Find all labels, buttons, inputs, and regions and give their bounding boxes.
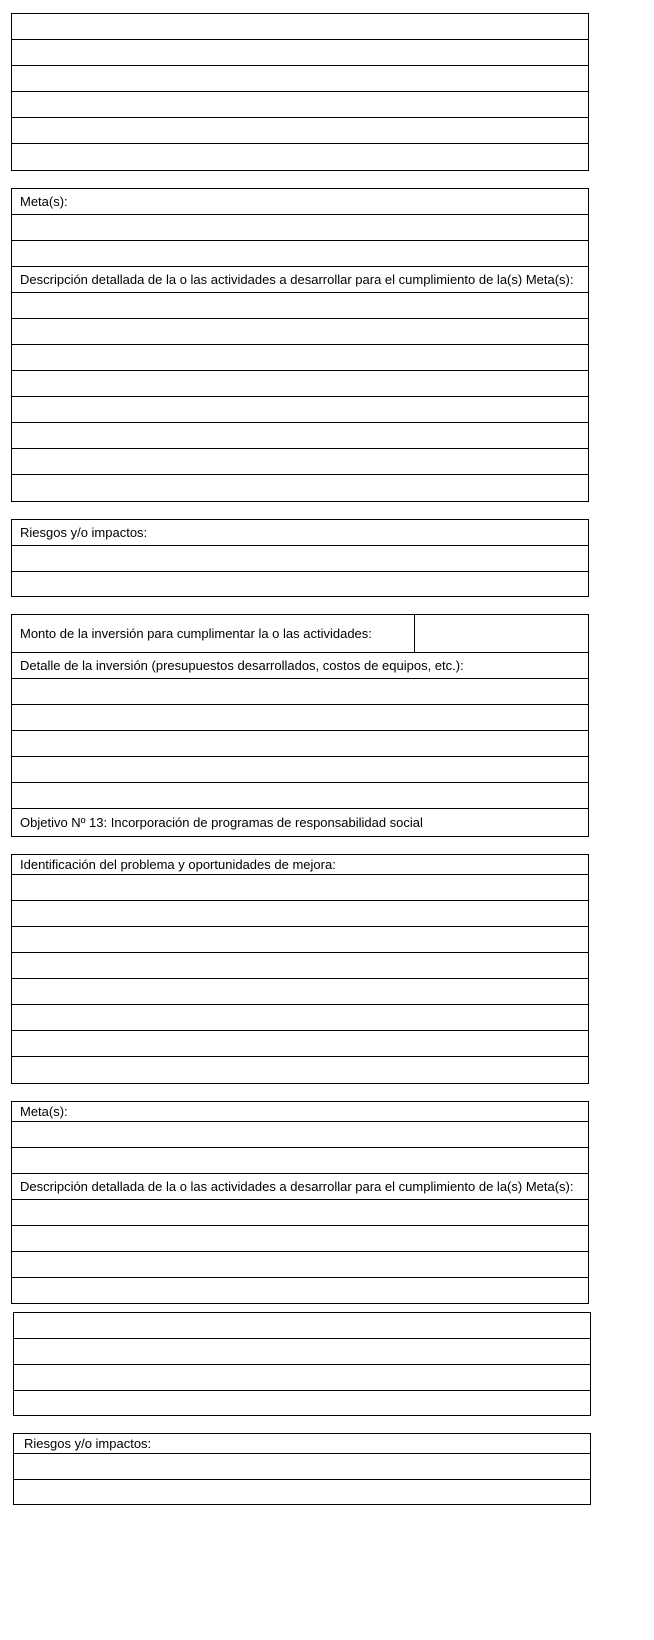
identificacion-label-row [12,855,588,875]
blank-row[interactable] [12,731,588,757]
blank-row[interactable] [12,705,588,731]
monto-label: Monto de la inversión para cumplimentar la o las actividades: [20,626,372,641]
blank-row[interactable] [14,1480,590,1506]
riesgos-label-row [12,520,588,546]
riesgos-label: Riesgos y/o impactos: [20,525,148,540]
metas-label: Meta(s): [20,194,68,209]
monto-value-cell[interactable] [415,615,588,652]
blank-row[interactable] [12,953,588,979]
blank-row[interactable] [12,1226,588,1252]
descripcion-label-row [12,267,588,293]
blank-row[interactable] [12,1005,588,1031]
blank-row[interactable] [12,1057,588,1083]
blank-row[interactable] [12,14,588,40]
inversion-section [11,614,589,837]
blank-row[interactable] [12,1122,588,1148]
objetivo-label: Objetivo Nº 13: Incorporación de programas de responsabilidad social [20,814,423,830]
blank-row[interactable] [12,1252,588,1278]
riesgos-label: Riesgos y/o impactos: [24,1436,152,1451]
blank-row[interactable] [12,901,588,927]
blank-row[interactable] [12,319,588,345]
blank-row[interactable] [14,1391,590,1417]
blank-row[interactable] [12,118,588,144]
blank-row[interactable] [12,783,588,809]
metas-label: Meta(s): [20,1104,68,1119]
blank-row[interactable] [12,475,588,501]
detalle-label-row [12,653,588,679]
blank-row[interactable] [14,1454,590,1480]
blank-row[interactable] [12,979,588,1005]
riesgos-section-2 [13,1433,591,1505]
blank-row[interactable] [12,92,588,118]
blank-row[interactable] [12,215,588,241]
blank-row[interactable] [14,1313,590,1339]
detalle-label: Detalle de la inversión (presupuestos desarrollados, costos de equipos, etc.): [20,658,464,673]
blank-rows-top [11,13,589,171]
blank-row[interactable] [12,679,588,705]
monto-label-cell [12,615,415,652]
metas-section-2 [11,1101,589,1304]
descripcion-label: Descripción detallada de la o las actividades a desarrollar para el cumplimiento de la(s) Meta(s): [20,272,574,287]
descripcion-label: Descripción detallada de la o las actividades a desarrollar para el cumplimiento de la(s) Meta(s): [20,1179,574,1194]
descripcion-label-row [12,1174,588,1200]
blank-row[interactable] [12,66,588,92]
riesgos-section [11,519,589,597]
blank-row[interactable] [12,293,588,319]
identificacion-section [11,854,589,1084]
blank-row[interactable] [12,345,588,371]
blank-row[interactable] [12,1200,588,1226]
blank-row[interactable] [14,1365,590,1391]
blank-row[interactable] [12,144,588,170]
metas-label-row [12,1102,588,1122]
blank-row[interactable] [12,757,588,783]
blank-row[interactable] [12,572,588,598]
monto-row [12,615,588,653]
blank-row[interactable] [12,1278,588,1304]
blank-row[interactable] [12,423,588,449]
metas-label-row [12,189,588,215]
blank-row[interactable] [12,1148,588,1174]
identificacion-label: Identificación del problema y oportunidades de mejora: [20,857,336,872]
blank-row[interactable] [12,371,588,397]
blank-row[interactable] [12,241,588,267]
blank-row[interactable] [14,1339,590,1365]
blank-row[interactable] [12,449,588,475]
blank-row[interactable] [12,40,588,66]
blank-row[interactable] [12,875,588,901]
blank-rows-continuation [13,1312,591,1416]
blank-row[interactable] [12,1031,588,1057]
objetivo-row [12,809,588,835]
blank-row[interactable] [12,927,588,953]
blank-row[interactable] [12,546,588,572]
riesgos-label-row [14,1434,590,1454]
blank-row[interactable] [12,397,588,423]
metas-section [11,188,589,502]
